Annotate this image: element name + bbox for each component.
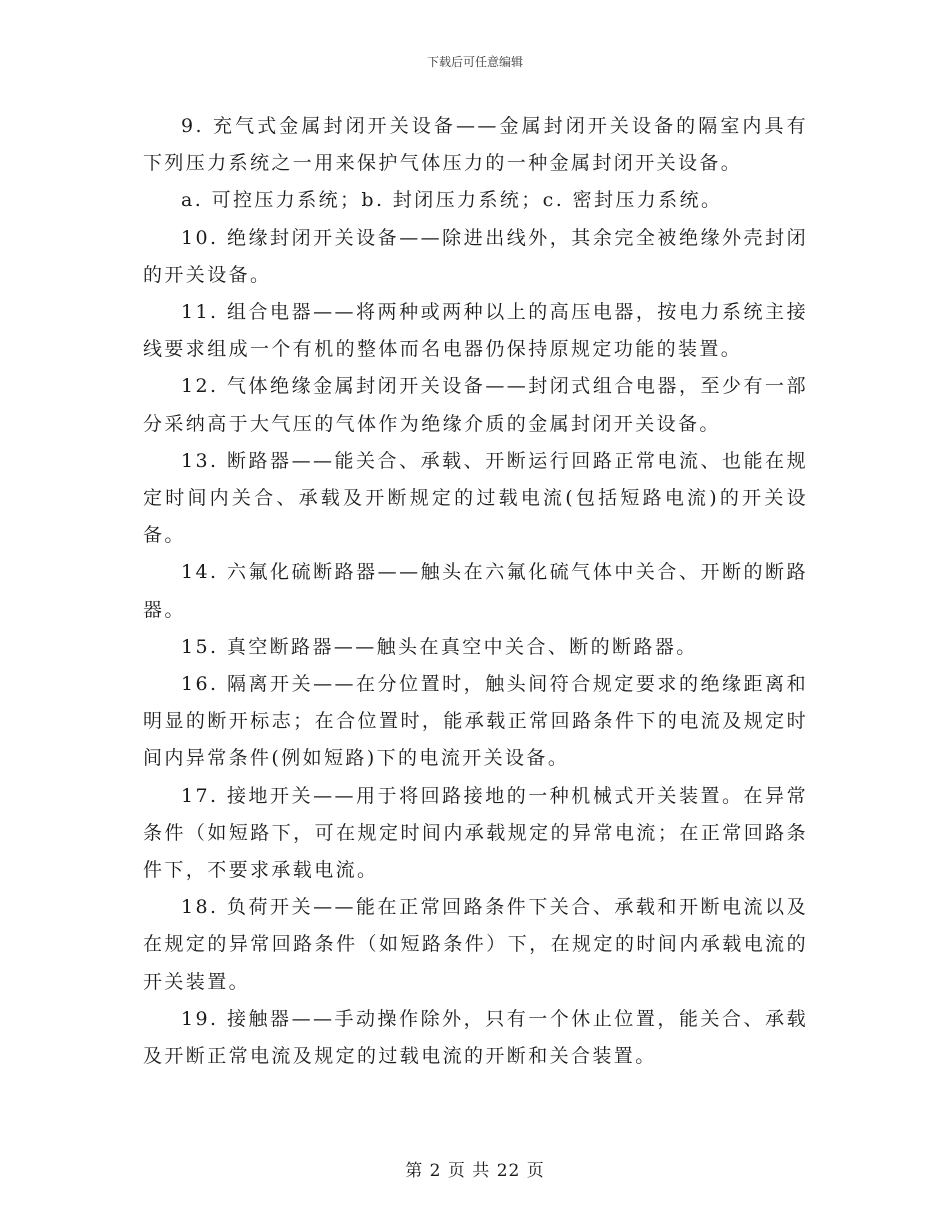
paragraph-item-12: 12. 气体绝缘金属封闭开关设备——封闭式组合电器，至少有一部分采纳高于大气压的气体作为绝缘介质的金属封闭开关设备。 [143,375,808,435]
paragraph-item-19: 19. 接触器——手动操作除外，只有一个休止位置，能关合、承载及开断正常电流及规定的过载电流的开断和关合装置。 [143,1007,808,1068]
paragraph-item-13: 13. 断路器——能关合、承载、开断运行回路正常电流、也能在规定时间内关合、承载及开断规定的过载电流(包括短路电流)的开关设备。 [143,449,808,547]
page-header: 下载后可任意编辑 [426,55,523,69]
paragraph-item-14: 14. 六氟化硫断路器——触头在六氟化硫气体中关合、开断的断路器。 [143,561,808,621]
paragraph-item-10: 10. 绝缘封闭开关设备——除进出线外，其余完全被绝缘外壳封闭的开关设备。 [143,226,808,286]
paragraph-item-11: 11. 组合电器——将两种或两种以上的高压电器，按电力系统主接线要求组成一个有机的整体而名电器仍保持原规定功能的装置。 [143,301,808,361]
page-number-footer: 第 2 页 共 22 页 [405,1161,545,1181]
paragraph-item-17: 17. 接地开关——用于将回路接地的一种机械式开关装置。在异常条件（如短路下，可在规定时间内承载规定的异常电流；在正常回路条件下，不要求承载电流。 [143,784,808,882]
document-body [143,108,808,1075]
paragraph-item-16: 16. 隔离开关——在分位置时，触头间符合规定要求的绝缘距离和明显的断开标志；在合位置时，能承载正常回路条件下的电流及规定时间内异常条件(例如短路)下的电流开关设备。 [143,673,808,770]
paragraph-item-18: 18. 负荷开关——能在正常回路条件下关合、承载和开断电流以及在规定的异常回路条件（如短路条件）下，在规定的时间内承载电流的开关装置。 [143,896,808,993]
paragraph-item-9: 9. 充气式金属封闭开关设备——金属封闭开关设备的隔室内具有下列压力系统之一用来保护气体压力的一种金属封闭开关设备。 [143,115,808,175]
paragraph-item-15: 15. 真空断路器——触头在真空中关合、断的断路器。 [181,635,698,658]
paragraph-item-9-options: a. 可控压力系统；b. 封闭压力系统；c. 密封压力系统。 [181,189,723,212]
